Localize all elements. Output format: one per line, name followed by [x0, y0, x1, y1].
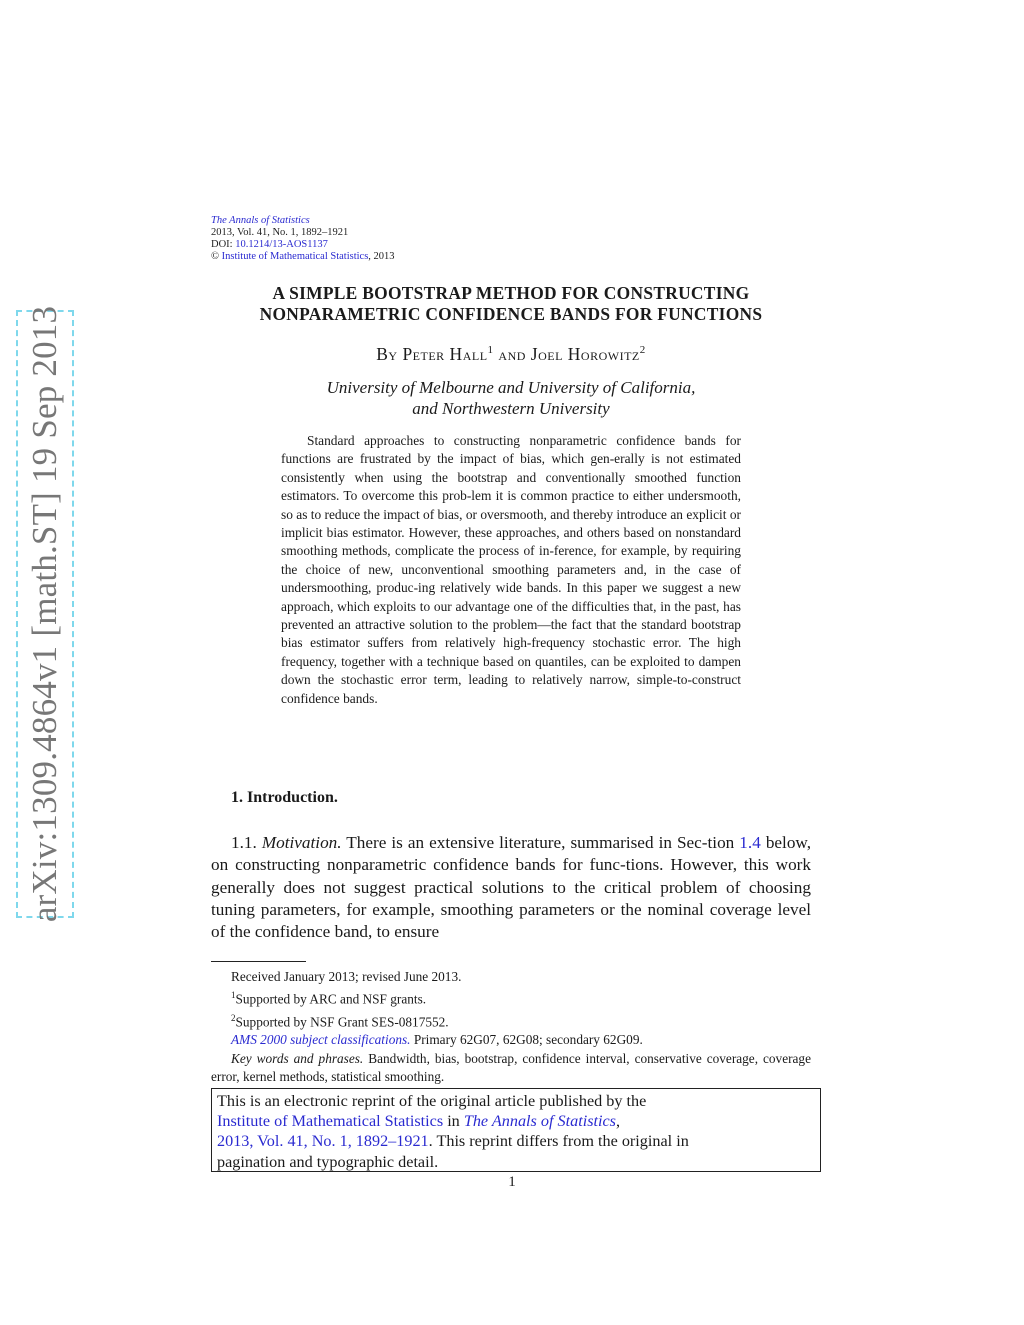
journal-name-link[interactable]: The Annals of Statistics	[211, 215, 310, 226]
reprint-in: in	[443, 1112, 464, 1131]
section-heading: 1. Introduction.	[231, 789, 338, 806]
page-number: 1	[508, 1174, 516, 1190]
author-1: Peter Hall	[402, 344, 488, 364]
keywords-text: Bandwidth, bias, bootstrap, confidence interval, conservative coverage, coverage error, kernel methods, statistical smoothing.	[211, 1050, 811, 1084]
arxiv-stamp-text: arXiv:1309.4864v1 [math.ST] 19 Sep 2013	[25, 305, 64, 923]
keywords	[211, 1050, 811, 1086]
footnote-1-text: Supported by ARC and NSF grants.	[235, 991, 427, 1007]
reprint-publisher-link[interactable]: Institute of Mathematical Statistics	[217, 1112, 444, 1131]
subsection-title: Motivation.	[261, 833, 342, 852]
footnote-2-mark: 2	[231, 1012, 236, 1023]
author-2: Joel Horowitz	[530, 344, 640, 364]
footnote-rule	[211, 961, 306, 962]
footnotes	[211, 968, 811, 1086]
journal-volume-line: 2013, Vol. 41, No. 1, 1892–1921	[211, 227, 349, 238]
reprint-comma: ,	[615, 1112, 621, 1131]
journal-header	[211, 215, 395, 263]
body-paragraph	[211, 832, 811, 943]
paper-title	[211, 283, 811, 325]
reprint-line-4: pagination and typographic detail.	[217, 1152, 439, 1171]
copyright-symbol: ©	[211, 251, 219, 262]
footnote-2-text: Supported by NSF Grant SES-0817552.	[235, 1014, 449, 1030]
ams-classification-link[interactable]: AMS 2000 subject classifications.	[231, 1032, 411, 1048]
author-1-footnote-mark: 1	[487, 344, 494, 357]
footnote-1-mark: 1	[231, 990, 236, 1001]
arxiv-stamp	[16, 305, 74, 923]
ams-classification	[211, 1031, 811, 1049]
abstract: Standard approaches to constructing nonparametric confidence bands for functions are frustrated by the impact of bias, which gen-erally is not estimated consistently when using the bootstrap and conventionally smoothed function estimators. To overcome this prob-lem it is common practice to either undersmooth, so as to reduce the impact of bias, or oversmooth, and thereby introduce an explicit or implicit bias estimator. However, these approaches, and others based on nonstandard smoothing methods, complicate the process of in-ference, for example, by requiring the choice of new, unconventional smoothing parameters and, in the case of undersmoothing, produc-ing relatively wide bands. In this paper we suggest a new approach, which exploits to our advantage one of the difficulties that, in the past, has prevented an attractive solution to the problem—the fact that the standard bootstrap bias estimator suffers from relatively high-frequency stochastic error. The high frequency, together with a technique based on quantiles, can be exploited to dampen down the stochastic error term, leading to relatively narrow, simple-to-construct confidence bands.	[281, 433, 741, 706]
reprint-line-1: This is an electronic reprint of the original article published by the	[217, 1092, 647, 1110]
publisher-link[interactable]: Institute of Mathematical Statistics	[221, 251, 369, 262]
reprint-line-3: . This reprint differs from the original in	[428, 1132, 689, 1151]
copyright-year: , 2013	[368, 251, 395, 262]
received-note: Received January 2013; revised June 2013.	[231, 969, 462, 984]
body-text-1: There is an extensive literature, summarised in Sec-tion	[341, 833, 740, 852]
doi-label: DOI:	[211, 239, 236, 250]
affiliation	[211, 377, 811, 419]
affiliation-line-2: and Northwestern University	[412, 399, 610, 418]
author-2-footnote-mark: 2	[639, 344, 646, 357]
reprint-journal-link[interactable]: The Annals of Statistics	[463, 1112, 616, 1131]
author-and: and	[493, 344, 531, 364]
affiliation-line-1: University of Melbourne and University of California,	[326, 378, 696, 397]
title-line-2: NONPARAMETRIC CONFIDENCE BANDS FOR FUNCTIONS	[259, 304, 763, 324]
keywords-label: Key words and phrases.	[231, 1050, 364, 1066]
section-ref-link[interactable]: 1.4	[739, 833, 761, 852]
footnote-1	[211, 986, 811, 1009]
subsection-number: 1.1.	[231, 833, 262, 852]
footnote-2	[211, 1009, 811, 1032]
ams-classification-text: Primary 62G07, 62G08; secondary 62G09.	[410, 1032, 643, 1048]
author-line	[211, 344, 811, 365]
reprint-volume-link[interactable]: 2013, Vol. 41, No. 1, 1892–1921	[217, 1132, 429, 1151]
doi-link[interactable]: 10.1214/13-AOS1137	[235, 239, 328, 250]
title-line-1: A SIMPLE BOOTSTRAP METHOD FOR CONSTRUCTING	[272, 283, 750, 303]
author-by: By	[376, 344, 403, 364]
body-text-2: below, on constructing nonparametric confidence bands for func-tions. However, this work generally does not suggest practical solutions to the critical problem of choosing tuning parameters, for example, smoothing parameters or the nominal coverage level of the confidence band, to ensure	[211, 833, 812, 942]
reprint-notice-box	[211, 1088, 821, 1172]
